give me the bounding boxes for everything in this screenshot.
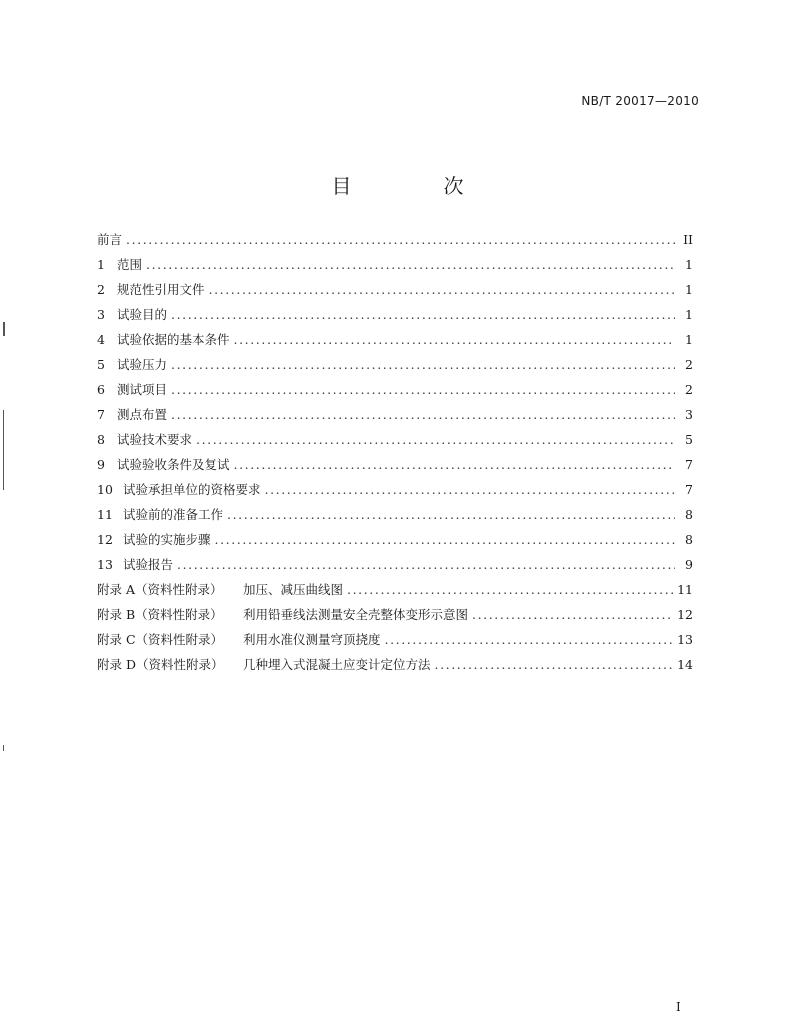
toc-entry-8[interactable] — [97, 430, 693, 455]
toc-entry-title: 试验前的准备工作 — [123, 507, 224, 522]
toc-entry-page: 8 — [685, 507, 693, 522]
toc-entry-2[interactable] — [97, 280, 693, 305]
toc-entry-page: 2 — [685, 382, 693, 397]
toc-entry-title: 试验报告 — [123, 557, 174, 572]
toc-leader-dots — [265, 482, 675, 497]
toc-leader-dots — [385, 632, 674, 647]
toc-annex-c[interactable] — [97, 630, 693, 655]
toc-leader-dots — [177, 557, 675, 572]
toc-entry-page: 1 — [685, 257, 693, 272]
toc-leader-dots — [146, 257, 675, 272]
toc-entry-title: 试验承担单位的资格要求 — [123, 482, 261, 497]
toc-annex-page: 14 — [677, 657, 693, 672]
toc-entry-number: 9 — [97, 457, 105, 472]
toc-annex-page: 11 — [677, 582, 693, 597]
toc-entry-1[interactable] — [97, 255, 693, 280]
toc-entry-7[interactable] — [97, 405, 693, 430]
toc-entry-title: 测点布置 — [117, 407, 168, 422]
toc-annex-b[interactable] — [97, 605, 693, 630]
toc-entry-page: 1 — [685, 282, 693, 297]
toc-entry-6[interactable] — [97, 380, 693, 405]
page-number: I — [676, 1000, 681, 1014]
toc-entry-number: 3 — [97, 307, 105, 322]
toc-entry-title: 试验压力 — [117, 357, 168, 372]
toc-leader-dots — [234, 332, 675, 347]
toc-entry-title: 范围 — [117, 257, 143, 272]
toc-leader-dots — [171, 357, 675, 372]
toc-leader-dots — [171, 407, 675, 422]
toc-entry-title: 试验目的 — [117, 307, 168, 322]
toc-entry-title: 前言 — [97, 232, 123, 247]
toc-annex-page: 13 — [677, 632, 693, 647]
toc-annex-a[interactable] — [97, 580, 693, 605]
toc-entry-foreword[interactable] — [97, 230, 693, 255]
toc-annex-page: 12 — [677, 607, 693, 622]
page-title: 目 次 — [331, 174, 500, 198]
scan-mark — [3, 322, 5, 336]
toc-entry-number: 5 — [97, 357, 105, 372]
table-of-contents — [97, 230, 693, 680]
toc-leader-dots — [126, 232, 675, 247]
toc-entry-page: 1 — [685, 332, 693, 347]
toc-entry-number: 13 — [97, 557, 113, 572]
toc-entry-title: 测试项目 — [117, 382, 168, 397]
toc-entry-number: 8 — [97, 432, 105, 447]
toc-leader-dots — [435, 657, 674, 672]
toc-entry-number: 7 — [97, 407, 105, 422]
toc-entry-page: 7 — [685, 457, 693, 472]
toc-entry-page: II — [683, 232, 693, 247]
toc-leader-dots — [196, 432, 675, 447]
toc-entry-page: 9 — [685, 557, 693, 572]
toc-annex-label: 附录 B（资料性附录） — [97, 607, 223, 622]
toc-entry-page: 1 — [685, 307, 693, 322]
toc-entry-number: 12 — [97, 532, 113, 547]
toc-entry-5[interactable] — [97, 355, 693, 380]
toc-leader-dots — [215, 532, 675, 547]
toc-annex-label: 附录 D（资料性附录） — [97, 657, 224, 672]
standard-code: NB/T 20017—2010 — [581, 94, 699, 108]
toc-entry-page: 2 — [685, 357, 693, 372]
toc-entry-number: 2 — [97, 282, 105, 297]
toc-entry-13[interactable] — [97, 555, 693, 580]
toc-entry-4[interactable] — [97, 330, 693, 355]
toc-annex-title: 加压、减压曲线图 — [243, 582, 344, 597]
toc-leader-dots — [472, 607, 673, 622]
toc-entry-title: 试验技术要求 — [117, 432, 193, 447]
toc-annex-d[interactable] — [97, 655, 693, 680]
toc-entry-number: 10 — [97, 482, 113, 497]
toc-leader-dots — [227, 507, 675, 522]
toc-annex-title: 几种埋入式混凝土应变计定位方法 — [243, 657, 431, 672]
toc-entry-page: 5 — [685, 432, 693, 447]
toc-entry-3[interactable] — [97, 305, 693, 330]
toc-entry-page: 3 — [685, 407, 693, 422]
toc-entry-title: 试验验收条件及复试 — [117, 457, 230, 472]
toc-leader-dots — [347, 582, 673, 597]
toc-annex-title: 利用铅垂线法测量安全壳整体变形示意图 — [243, 607, 469, 622]
toc-leader-dots — [209, 282, 675, 297]
scan-mark — [3, 745, 4, 751]
toc-entry-number: 11 — [97, 507, 113, 522]
toc-leader-dots — [171, 307, 675, 322]
toc-leader-dots — [234, 457, 675, 472]
toc-annex-label: 附录 A（资料性附录） — [97, 582, 223, 597]
toc-entry-title: 规范性引用文件 — [117, 282, 205, 297]
toc-entry-page: 7 — [685, 482, 693, 497]
toc-entry-number: 1 — [97, 257, 105, 272]
toc-entry-9[interactable] — [97, 455, 693, 480]
toc-annex-label: 附录 C（资料性附录） — [97, 632, 224, 647]
toc-annex-title: 利用水准仪测量穹顶挠度 — [243, 632, 381, 647]
toc-entry-11[interactable] — [97, 505, 693, 530]
toc-entry-title: 试验依据的基本条件 — [117, 332, 230, 347]
toc-entry-number: 4 — [97, 332, 105, 347]
scan-mark — [3, 410, 4, 490]
toc-leader-dots — [171, 382, 675, 397]
toc-entry-12[interactable] — [97, 530, 693, 555]
toc-entry-page: 8 — [685, 532, 693, 547]
toc-entry-title: 试验的实施步骤 — [123, 532, 211, 547]
toc-entry-10[interactable] — [97, 480, 693, 505]
toc-entry-number: 6 — [97, 382, 105, 397]
